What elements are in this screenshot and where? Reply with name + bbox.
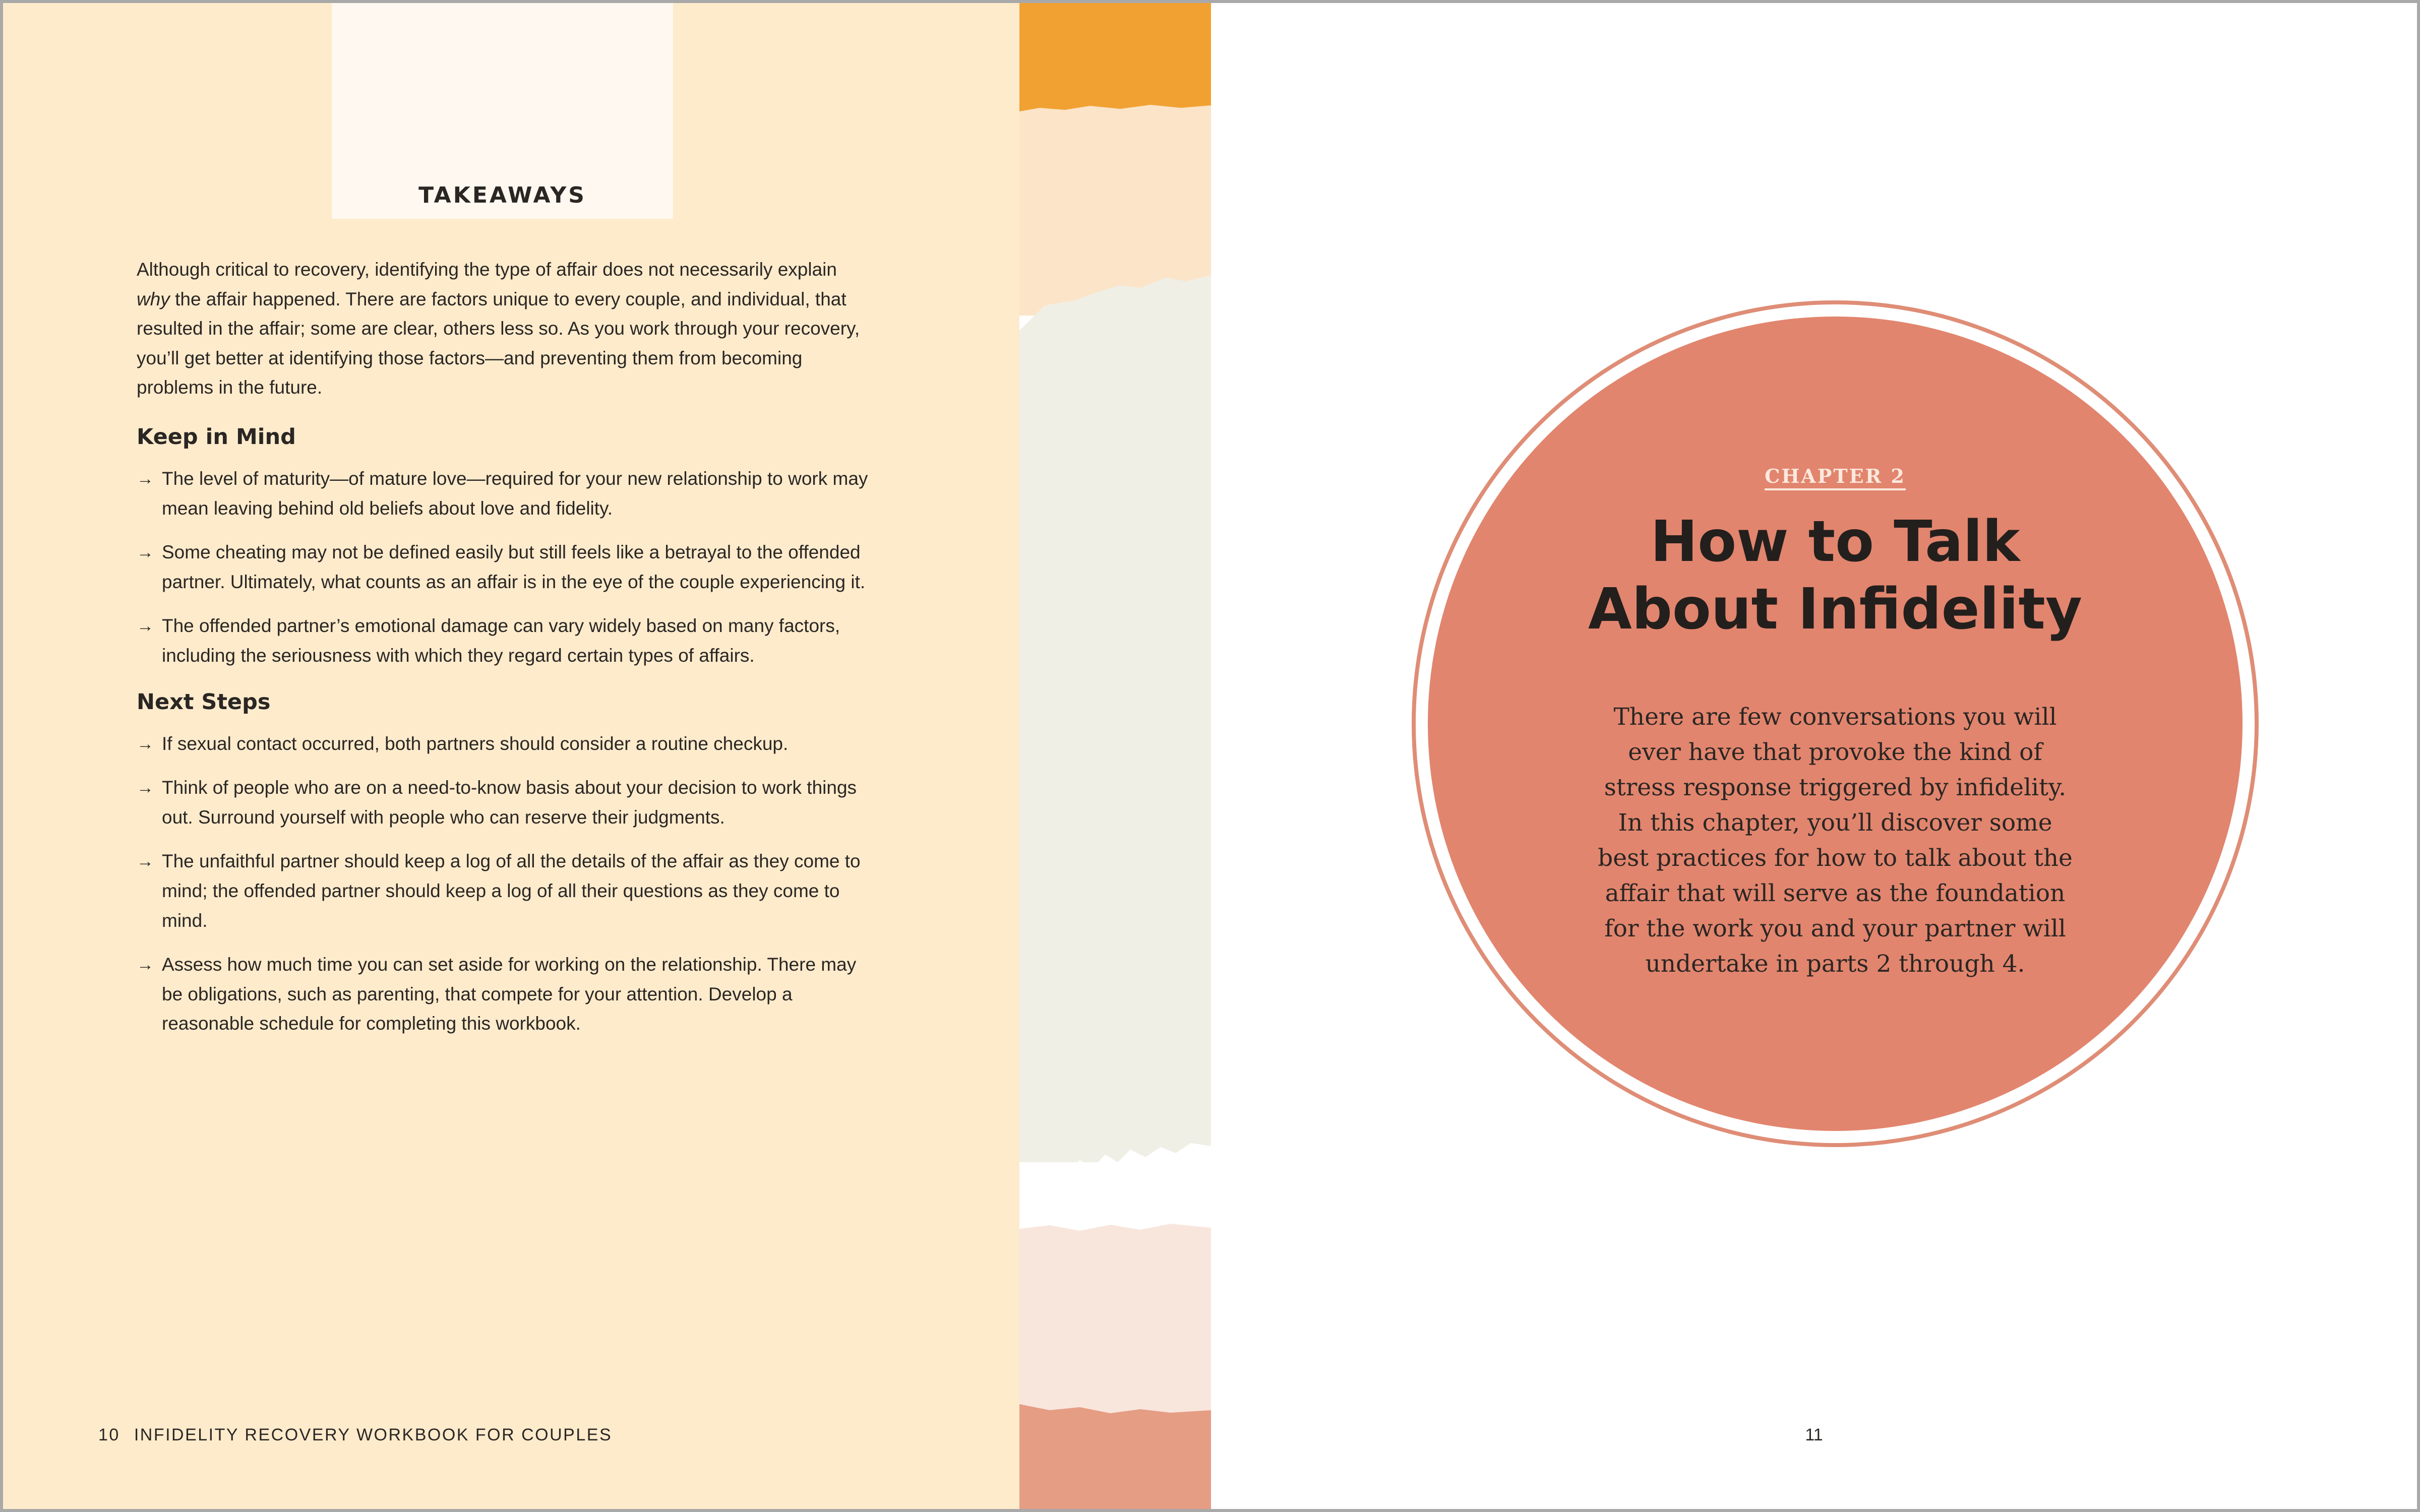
chapter-title-line: About Infidelity bbox=[1588, 577, 2082, 642]
chapter-title-line: How to Talk bbox=[1650, 509, 2020, 575]
list-item bbox=[137, 611, 873, 670]
arrow-right-icon: → bbox=[137, 616, 154, 636]
intro-text-start: Although critical to recovery, identifying the type of affair does not necessarily explain bbox=[137, 259, 837, 280]
arrow-right-icon: → bbox=[137, 955, 154, 975]
list-item bbox=[137, 464, 873, 523]
left-page bbox=[3, 3, 1019, 1509]
arrow-right-icon: → bbox=[137, 543, 154, 562]
arrow-right-icon: → bbox=[137, 852, 154, 871]
chapter-label-text: CHAPTER 2 bbox=[1765, 465, 1906, 490]
arrow-right-icon: → bbox=[137, 734, 154, 753]
next-steps-heading: Next Steps bbox=[137, 689, 271, 715]
list-item-text: The offended partner’s emotional damage can vary widely based on many factors, including the seriousness with which they regard certain types of affairs. bbox=[162, 615, 840, 666]
list-item-text: The unfaithful partner should keep a log of all the details of the affair as they come to mind; the offended partner should keep a log of all their questions as they come to mind. bbox=[162, 851, 861, 931]
chapter-title bbox=[1428, 508, 2243, 643]
stripe-blush bbox=[1019, 1224, 1211, 1424]
takeaways-label: TAKEAWAYS bbox=[418, 182, 586, 208]
stripe-orange bbox=[1019, 3, 1211, 119]
running-title: INFIDELITY RECOVERY WORKBOOK FOR COUPLES bbox=[134, 1425, 613, 1444]
list-item-text: Think of people who are on a need-to-know basis about your decision to work things out. Surround yourself with people who can reserve their judgments. bbox=[162, 777, 857, 828]
intro-text-end: the affair happened. There are factors unique to every couple, and individual, that resulted in the affair; some are clear, others less so. As you work through your recovery, you’ll get better at identifying those factors—and preventing them from becoming problems in the future. bbox=[137, 288, 860, 398]
list-item bbox=[137, 847, 873, 935]
right-page-number: 11 bbox=[1805, 1425, 1823, 1444]
chapter-label bbox=[1428, 465, 2243, 487]
list-item bbox=[137, 950, 873, 1039]
list-item-text: If sexual contact occurred, both partners should consider a routine checkup. bbox=[162, 733, 789, 754]
takeaways-tab bbox=[332, 3, 673, 219]
intro-paragraph bbox=[137, 255, 873, 403]
arrow-right-icon: → bbox=[137, 469, 154, 488]
arrow-right-icon: → bbox=[137, 778, 154, 798]
torn-paper-stripes bbox=[1019, 3, 1211, 1509]
right-page bbox=[1211, 3, 2417, 1509]
left-page-footer bbox=[98, 1425, 612, 1445]
next-steps-list bbox=[137, 729, 873, 1039]
list-item bbox=[137, 538, 873, 597]
book-spread bbox=[3, 3, 2417, 1509]
left-page-number: 10 bbox=[98, 1425, 120, 1444]
keep-in-mind-list bbox=[137, 464, 873, 671]
chapter-circle bbox=[1428, 317, 2243, 1131]
keep-in-mind-heading: Keep in Mind bbox=[137, 424, 296, 450]
list-item bbox=[137, 729, 873, 759]
list-item bbox=[137, 773, 873, 832]
intro-emphasis: why bbox=[137, 288, 170, 309]
list-item-text: The level of maturity—of mature love—required for your new relationship to work may mean leaving behind old beliefs about love and fidelity. bbox=[162, 468, 868, 519]
list-item-text: Some cheating may not be defined easily but still feels like a betrayal to the offended partner. Ultimately, what counts as an affair is in the eye of the couple experiencing it. bbox=[162, 542, 866, 592]
stripe-cream bbox=[1019, 275, 1211, 1162]
chapter-intro-text: There are few conversations you will ever have that provoke the kind of stress response triggered by infidelity. In this chapter, you’ll discover some best practices for how to talk about the affair that will serve as the foundation for the work you and your partner will undertake in parts 2 through 4. bbox=[1598, 703, 2073, 978]
left-body-text bbox=[137, 255, 873, 1056]
list-item-text: Assess how much time you can set aside for working on the relationship. There may be obligations, such as parenting, that compete for your attention. Develop a reasonable schedule for completing this workbook. bbox=[162, 954, 857, 1034]
stripe-terracotta bbox=[1019, 1404, 1211, 1509]
